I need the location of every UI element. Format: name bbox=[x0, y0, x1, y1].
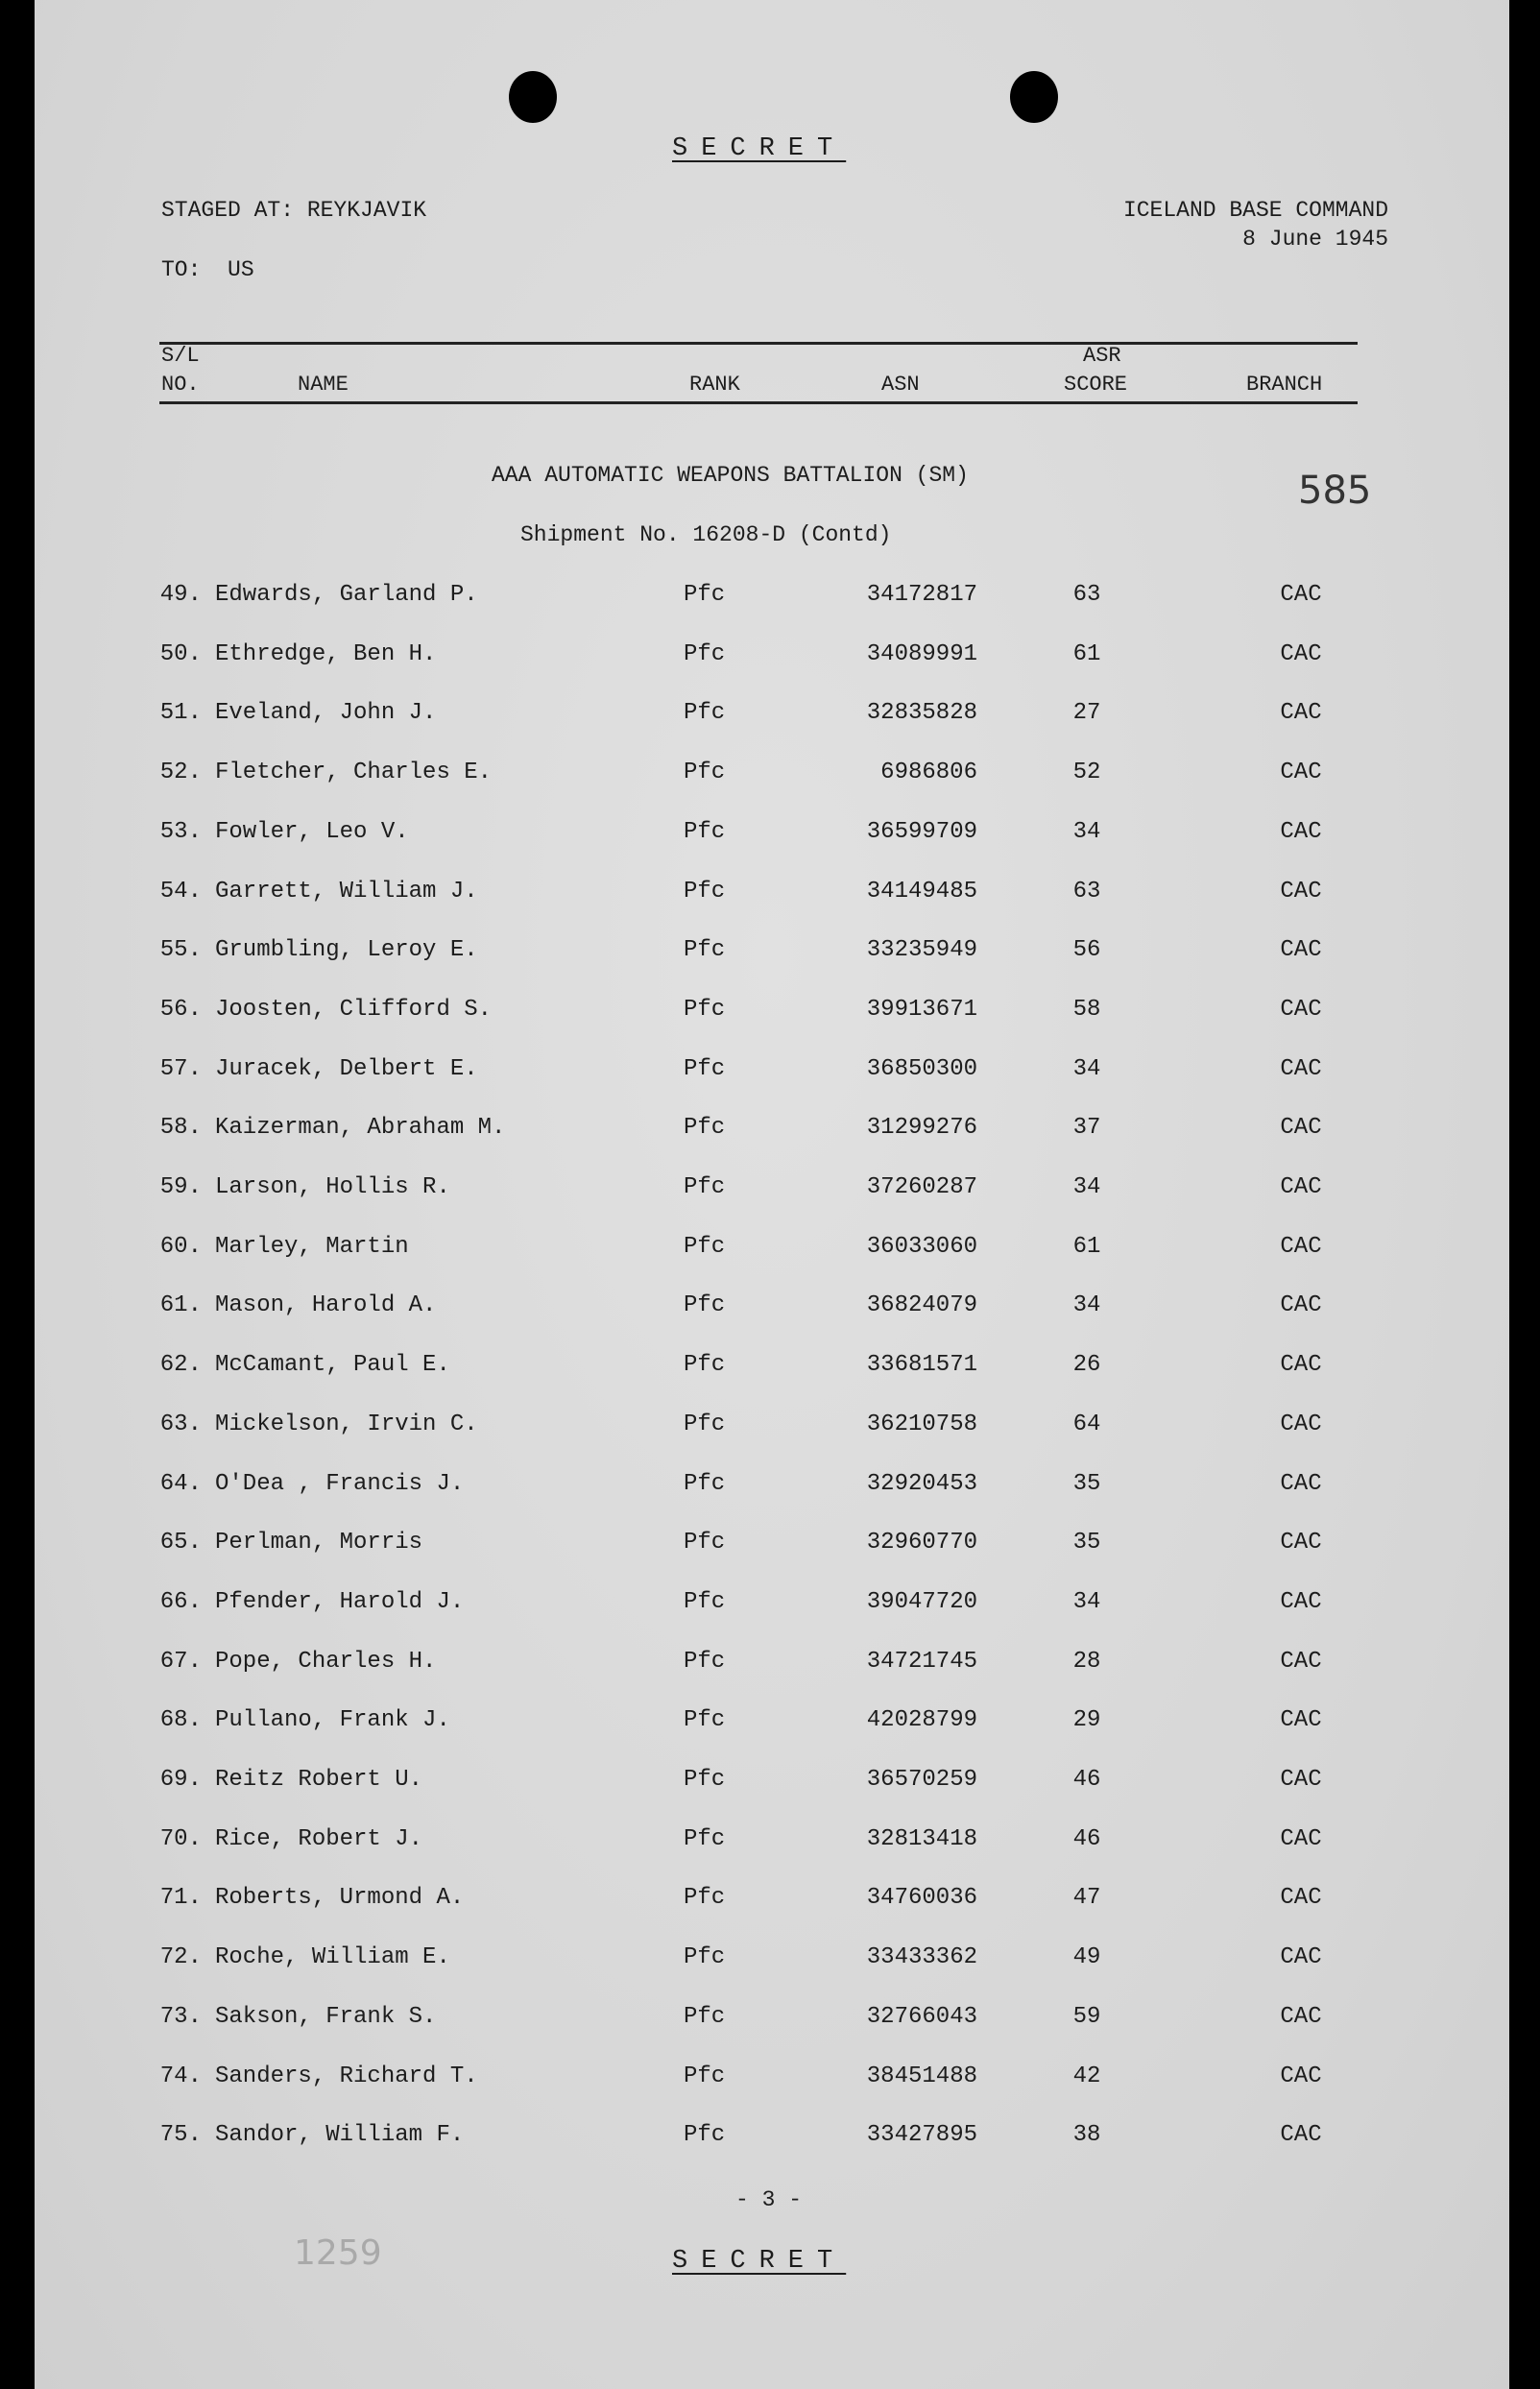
table-row bbox=[35, 760, 1509, 798]
row-asr-score: 61 bbox=[1072, 641, 1101, 667]
row-branch: CAC bbox=[1280, 700, 1322, 726]
row-branch: CAC bbox=[1280, 1056, 1322, 1082]
row-asn: 32960770 bbox=[866, 1530, 977, 1556]
row-name: Sanders, Richard T. bbox=[215, 2063, 478, 2089]
archive-mark: 1259 bbox=[294, 2233, 382, 2273]
row-name: Garrett, William J. bbox=[215, 879, 478, 905]
row-name: Juracek, Delbert E. bbox=[215, 1056, 478, 1082]
row-number: 71. bbox=[159, 1885, 202, 1911]
classification-bottom: SECRET bbox=[672, 2247, 847, 2276]
row-number: 68. bbox=[159, 1707, 202, 1733]
row-name: Reitz Robert U. bbox=[215, 1767, 423, 1793]
row-asr-score: 28 bbox=[1072, 1649, 1101, 1675]
table-row bbox=[35, 2122, 1509, 2160]
row-branch: CAC bbox=[1280, 937, 1322, 963]
row-asn: 39913671 bbox=[866, 997, 977, 1023]
row-asr-score: 63 bbox=[1072, 879, 1101, 905]
row-branch: CAC bbox=[1280, 1174, 1322, 1200]
destination: TO: US bbox=[161, 257, 254, 282]
table-row bbox=[35, 1826, 1509, 1865]
table-row bbox=[35, 641, 1509, 680]
table-row bbox=[35, 2004, 1509, 2042]
row-asn: 34172817 bbox=[866, 582, 977, 608]
row-rank: Pfc bbox=[684, 1056, 726, 1082]
row-rank: Pfc bbox=[684, 2004, 726, 2030]
staged-at: STAGED AT: REYKJAVIK bbox=[161, 198, 427, 223]
row-number: 53. bbox=[159, 819, 202, 845]
row-name: Rice, Robert J. bbox=[215, 1826, 423, 1852]
row-asn: 33427895 bbox=[866, 2122, 977, 2148]
row-asn: 36824079 bbox=[866, 1292, 977, 1318]
row-asr-score: 27 bbox=[1072, 700, 1101, 726]
row-name: McCamant, Paul E. bbox=[215, 1352, 450, 1378]
table-row bbox=[35, 1115, 1509, 1153]
row-branch: CAC bbox=[1280, 1944, 1322, 1970]
row-asn: 32766043 bbox=[866, 2004, 977, 2030]
row-number: 74. bbox=[159, 2063, 202, 2089]
col-name: NAME bbox=[298, 373, 349, 397]
table-row bbox=[35, 1944, 1509, 1983]
table-row bbox=[35, 1707, 1509, 1746]
table-row bbox=[35, 1589, 1509, 1628]
row-rank: Pfc bbox=[684, 1412, 726, 1437]
row-branch: CAC bbox=[1280, 2063, 1322, 2089]
row-asn: 36599709 bbox=[866, 819, 977, 845]
row-asn: 38451488 bbox=[866, 2063, 977, 2089]
row-branch: CAC bbox=[1280, 1234, 1322, 1260]
row-asn: 32813418 bbox=[866, 1826, 977, 1852]
table-row bbox=[35, 700, 1509, 738]
col-sl-bottom: NO. bbox=[161, 373, 200, 397]
row-rank: Pfc bbox=[684, 1944, 726, 1970]
row-rank: Pfc bbox=[684, 1707, 726, 1733]
row-rank: Pfc bbox=[684, 1530, 726, 1556]
row-name: Roche, William E. bbox=[215, 1944, 450, 1970]
row-name: Fowler, Leo V. bbox=[215, 819, 409, 845]
row-number: 69. bbox=[159, 1767, 202, 1793]
row-asn: 32835828 bbox=[866, 700, 977, 726]
table-row bbox=[35, 879, 1509, 917]
table-row bbox=[35, 1530, 1509, 1568]
row-rank: Pfc bbox=[684, 760, 726, 785]
row-branch: CAC bbox=[1280, 1589, 1322, 1615]
row-asr-score: 63 bbox=[1072, 582, 1101, 608]
command-name: ICELAND BASE COMMAND bbox=[1122, 198, 1388, 223]
row-branch: CAC bbox=[1280, 997, 1322, 1023]
table-row bbox=[35, 819, 1509, 857]
table-row bbox=[35, 1352, 1509, 1390]
row-asr-score: 29 bbox=[1072, 1707, 1101, 1733]
row-asr-score: 34 bbox=[1072, 819, 1101, 845]
row-branch: CAC bbox=[1280, 2122, 1322, 2148]
row-asn: 37260287 bbox=[866, 1174, 977, 1200]
row-branch: CAC bbox=[1280, 2004, 1322, 2030]
row-number: 56. bbox=[159, 997, 202, 1023]
row-asr-score: 35 bbox=[1072, 1530, 1101, 1556]
row-number: 60. bbox=[159, 1234, 202, 1260]
row-number: 67. bbox=[159, 1649, 202, 1675]
table-row bbox=[35, 1174, 1509, 1213]
row-rank: Pfc bbox=[684, 997, 726, 1023]
row-name: Sandor, William F. bbox=[215, 2122, 465, 2148]
row-asr-score: 52 bbox=[1072, 760, 1101, 785]
row-branch: CAC bbox=[1280, 879, 1322, 905]
row-rank: Pfc bbox=[684, 1115, 726, 1141]
row-name: Marley, Martin bbox=[215, 1234, 409, 1260]
row-branch: CAC bbox=[1280, 1412, 1322, 1437]
row-asn: 36033060 bbox=[866, 1234, 977, 1260]
row-asr-score: 37 bbox=[1072, 1115, 1101, 1141]
row-number: 54. bbox=[159, 879, 202, 905]
row-name: Mickelson, Irvin C. bbox=[215, 1412, 478, 1437]
punch-hole-right bbox=[1010, 71, 1058, 123]
table-row bbox=[35, 2063, 1509, 2102]
row-rank: Pfc bbox=[684, 1292, 726, 1318]
row-asr-score: 42 bbox=[1072, 2063, 1101, 2089]
row-number: 58. bbox=[159, 1115, 202, 1141]
row-number: 51. bbox=[159, 700, 202, 726]
row-name: Perlman, Morris bbox=[215, 1530, 423, 1556]
row-name: Pullano, Frank J. bbox=[215, 1707, 450, 1733]
row-branch: CAC bbox=[1280, 1115, 1322, 1141]
row-asr-score: 35 bbox=[1072, 1471, 1101, 1497]
row-rank: Pfc bbox=[684, 2063, 726, 2089]
row-rank: Pfc bbox=[684, 819, 726, 845]
row-number: 63. bbox=[159, 1412, 202, 1437]
classification-top: SECRET bbox=[672, 134, 847, 163]
row-asn: 39047720 bbox=[866, 1589, 977, 1615]
row-asn: 31299276 bbox=[866, 1115, 977, 1141]
unit-title: AAA AUTOMATIC WEAPONS BATTALION (SM) bbox=[492, 463, 969, 488]
table-row bbox=[35, 1292, 1509, 1331]
punch-hole-left bbox=[509, 71, 557, 123]
row-name: Ethredge, Ben H. bbox=[215, 641, 437, 667]
row-name: O'Dea , Francis J. bbox=[215, 1471, 465, 1497]
row-number: 66. bbox=[159, 1589, 202, 1615]
row-branch: CAC bbox=[1280, 582, 1322, 608]
table-row bbox=[35, 1056, 1509, 1095]
page-number: - 3 - bbox=[735, 2187, 803, 2212]
row-number: 49. bbox=[159, 582, 202, 608]
row-branch: CAC bbox=[1280, 760, 1322, 785]
col-sl-top: S/L bbox=[161, 344, 200, 368]
row-number: 52. bbox=[159, 760, 202, 785]
col-rank: RANK bbox=[689, 373, 740, 397]
row-number: 61. bbox=[159, 1292, 202, 1318]
row-branch: CAC bbox=[1280, 1649, 1322, 1675]
row-asn: 32920453 bbox=[866, 1471, 977, 1497]
row-number: 72. bbox=[159, 1944, 202, 1970]
row-branch: CAC bbox=[1280, 641, 1322, 667]
row-name: Joosten, Clifford S. bbox=[215, 997, 493, 1023]
row-branch: CAC bbox=[1280, 1471, 1322, 1497]
row-name: Pfender, Harold J. bbox=[215, 1589, 465, 1615]
row-asr-score: 58 bbox=[1072, 997, 1101, 1023]
row-rank: Pfc bbox=[684, 582, 726, 608]
row-name: Sakson, Frank S. bbox=[215, 2004, 437, 2030]
row-asr-score: 59 bbox=[1072, 2004, 1101, 2030]
table-row bbox=[35, 1471, 1509, 1509]
header-rule-bottom bbox=[159, 401, 1358, 404]
row-asn: 33433362 bbox=[866, 1944, 977, 1970]
row-rank: Pfc bbox=[684, 1767, 726, 1793]
table-row bbox=[35, 1767, 1509, 1805]
row-asr-score: 34 bbox=[1072, 1589, 1101, 1615]
row-asr-score: 34 bbox=[1072, 1174, 1101, 1200]
row-rank: Pfc bbox=[684, 700, 726, 726]
row-name: Fletcher, Charles E. bbox=[215, 760, 493, 785]
row-asr-score: 38 bbox=[1072, 2122, 1101, 2148]
row-asr-score: 64 bbox=[1072, 1412, 1101, 1437]
table-row bbox=[35, 582, 1509, 620]
row-rank: Pfc bbox=[684, 937, 726, 963]
row-name: Kaizerman, Abraham M. bbox=[215, 1115, 506, 1141]
page-stamp: 585 bbox=[1298, 469, 1372, 513]
row-rank: Pfc bbox=[684, 641, 726, 667]
row-asr-score: 46 bbox=[1072, 1826, 1101, 1852]
row-number: 73. bbox=[159, 2004, 202, 2030]
row-asr-score: 56 bbox=[1072, 937, 1101, 963]
col-asr-top: ASR bbox=[1083, 344, 1121, 368]
header-rule-top bbox=[159, 342, 1358, 345]
row-asn: 36570259 bbox=[866, 1767, 977, 1793]
row-number: 65. bbox=[159, 1530, 202, 1556]
document-page bbox=[35, 0, 1509, 2389]
row-asn: 33681571 bbox=[866, 1352, 977, 1378]
row-rank: Pfc bbox=[684, 1234, 726, 1260]
col-branch: BRANCH bbox=[1246, 373, 1323, 397]
row-rank: Pfc bbox=[684, 1589, 726, 1615]
row-number: 50. bbox=[159, 641, 202, 667]
row-asn: 34149485 bbox=[866, 879, 977, 905]
row-asn: 33235949 bbox=[866, 937, 977, 963]
col-asn: ASN bbox=[881, 373, 920, 397]
row-rank: Pfc bbox=[684, 1174, 726, 1200]
row-asr-score: 47 bbox=[1072, 1885, 1101, 1911]
row-rank: Pfc bbox=[684, 1471, 726, 1497]
table-row bbox=[35, 1234, 1509, 1272]
row-rank: Pfc bbox=[684, 1649, 726, 1675]
document-date: 8 June 1945 bbox=[1242, 227, 1388, 252]
row-branch: CAC bbox=[1280, 1530, 1322, 1556]
row-asn: 36850300 bbox=[866, 1056, 977, 1082]
row-branch: CAC bbox=[1280, 1826, 1322, 1852]
row-number: 55. bbox=[159, 937, 202, 963]
row-asn: 34089991 bbox=[866, 641, 977, 667]
row-rank: Pfc bbox=[684, 879, 726, 905]
row-name: Pope, Charles H. bbox=[215, 1649, 437, 1675]
row-name: Roberts, Urmond A. bbox=[215, 1885, 465, 1911]
table-row bbox=[35, 1412, 1509, 1450]
row-asn: 34760036 bbox=[866, 1885, 977, 1911]
row-name: Mason, Harold A. bbox=[215, 1292, 437, 1318]
col-asr-bottom: SCORE bbox=[1064, 373, 1128, 397]
row-number: 57. bbox=[159, 1056, 202, 1082]
row-name: Edwards, Garland P. bbox=[215, 582, 478, 608]
row-rank: Pfc bbox=[684, 1885, 726, 1911]
row-branch: CAC bbox=[1280, 1707, 1322, 1733]
row-asr-score: 34 bbox=[1072, 1056, 1101, 1082]
row-rank: Pfc bbox=[684, 2122, 726, 2148]
row-branch: CAC bbox=[1280, 1885, 1322, 1911]
row-number: 59. bbox=[159, 1174, 202, 1200]
row-name: Larson, Hollis R. bbox=[215, 1174, 450, 1200]
row-asr-score: 61 bbox=[1072, 1234, 1101, 1260]
row-number: 64. bbox=[159, 1471, 202, 1497]
table-row bbox=[35, 1649, 1509, 1687]
row-branch: CAC bbox=[1280, 1352, 1322, 1378]
shipment-title: Shipment No. 16208-D (Contd) bbox=[520, 522, 892, 547]
row-asn: 36210758 bbox=[866, 1412, 977, 1437]
row-number: 70. bbox=[159, 1826, 202, 1852]
row-rank: Pfc bbox=[684, 1352, 726, 1378]
row-branch: CAC bbox=[1280, 819, 1322, 845]
row-branch: CAC bbox=[1280, 1767, 1322, 1793]
row-name: Grumbling, Leroy E. bbox=[215, 937, 478, 963]
table-row bbox=[35, 1885, 1509, 1923]
table-row bbox=[35, 937, 1509, 976]
row-asn: 34721745 bbox=[866, 1649, 977, 1675]
row-number: 75. bbox=[159, 2122, 202, 2148]
row-branch: CAC bbox=[1280, 1292, 1322, 1318]
row-asr-score: 34 bbox=[1072, 1292, 1101, 1318]
row-number: 62. bbox=[159, 1352, 202, 1378]
row-asr-score: 49 bbox=[1072, 1944, 1101, 1970]
row-asn: 6986806 bbox=[880, 760, 977, 785]
table-row bbox=[35, 997, 1509, 1035]
row-asr-score: 26 bbox=[1072, 1352, 1101, 1378]
row-asn: 42028799 bbox=[866, 1707, 977, 1733]
row-name: Eveland, John J. bbox=[215, 700, 437, 726]
row-rank: Pfc bbox=[684, 1826, 726, 1852]
row-asr-score: 46 bbox=[1072, 1767, 1101, 1793]
